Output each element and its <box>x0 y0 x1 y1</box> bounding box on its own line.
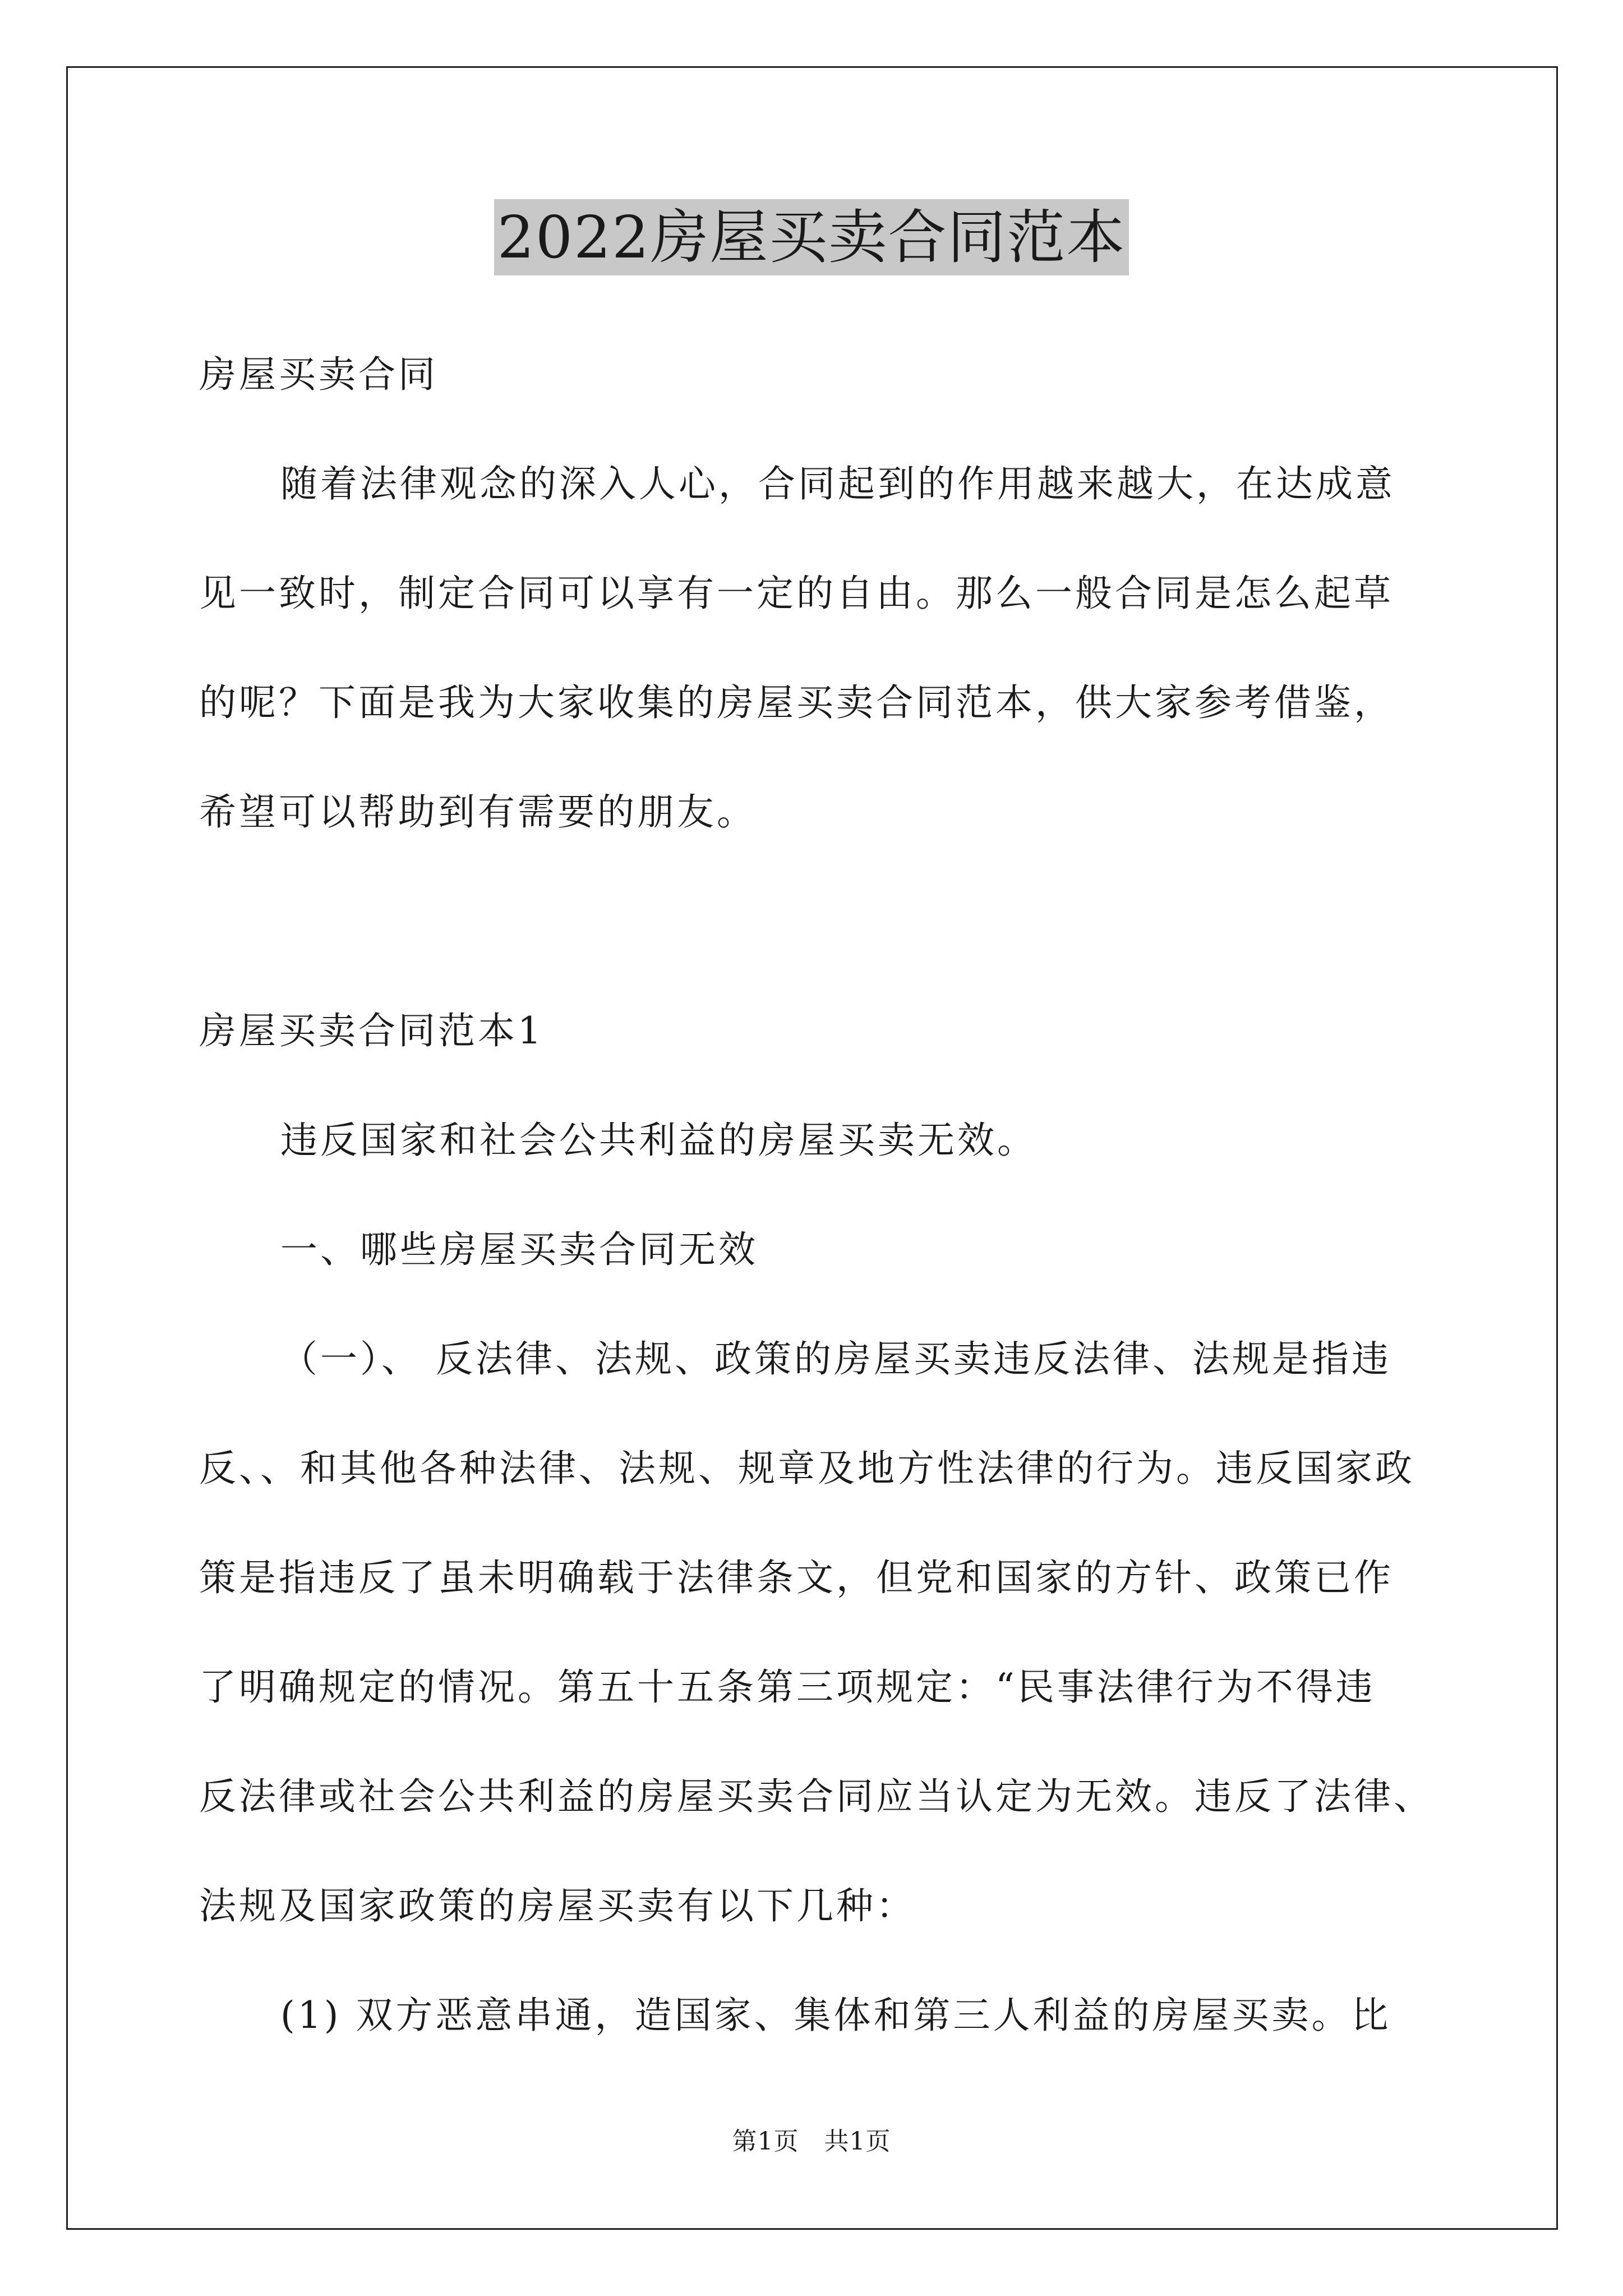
paragraph-3-line-4: 了明确规定的情况。第五十五条第三项规定：“民事法律行为不得违 <box>199 1665 1376 1709</box>
paragraph-3-line-6: 法规及国家政策的房屋买卖有以下几种： <box>199 1884 916 1927</box>
intro-line-1: 随着法律观念的深入人心，合同起到的作用越来越大，在达成意 <box>280 462 1395 505</box>
intro-line-4: 希望可以帮助到有需要的朋友。 <box>199 790 757 834</box>
intro-line-2: 见一致时，制定合同可以享有一定的自由。那么一般合同是怎么起草 <box>199 572 1394 615</box>
title-container <box>0 199 1623 275</box>
paragraph-2: 一、哪些房屋买卖合同无效 <box>280 1228 758 1271</box>
paragraph-4: (1) 双方恶意串通，造国家、集体和第三人利益的房屋买卖。比 <box>280 1994 1391 2037</box>
document-title: 2022房屋买卖合同范本 <box>494 199 1129 275</box>
paragraph-3-line-5: 反法律或社会公共利益的房屋买卖合同应当认定为无效。违反了法律、 <box>199 1775 1433 1818</box>
intro-heading: 房屋买卖合同 <box>199 353 438 396</box>
intro-line-3: 的呢？下面是我为大家收集的房屋买卖合同范本，供大家参考借鉴， <box>199 681 1394 724</box>
paragraph-3-line-2: 反、、和其他各种法律、法规、规章及地方性法律的行为。违反国家政 <box>199 1447 1415 1490</box>
paragraph-3-line-1: （一）、 反法律、法规、政策的房屋买卖违反法律、法规是指违 <box>280 1337 1391 1381</box>
page-number-footer: 第1页 共1页 <box>732 2127 891 2156</box>
section-heading: 房屋买卖合同范本1 <box>199 1009 544 1052</box>
paragraph-1: 违反国家和社会公共利益的房屋买卖无效。 <box>280 1119 1037 1162</box>
paragraph-3-line-3: 策是指违反了虽未明确载于法律条文，但党和国家的方针、政策已作 <box>199 1556 1394 1599</box>
